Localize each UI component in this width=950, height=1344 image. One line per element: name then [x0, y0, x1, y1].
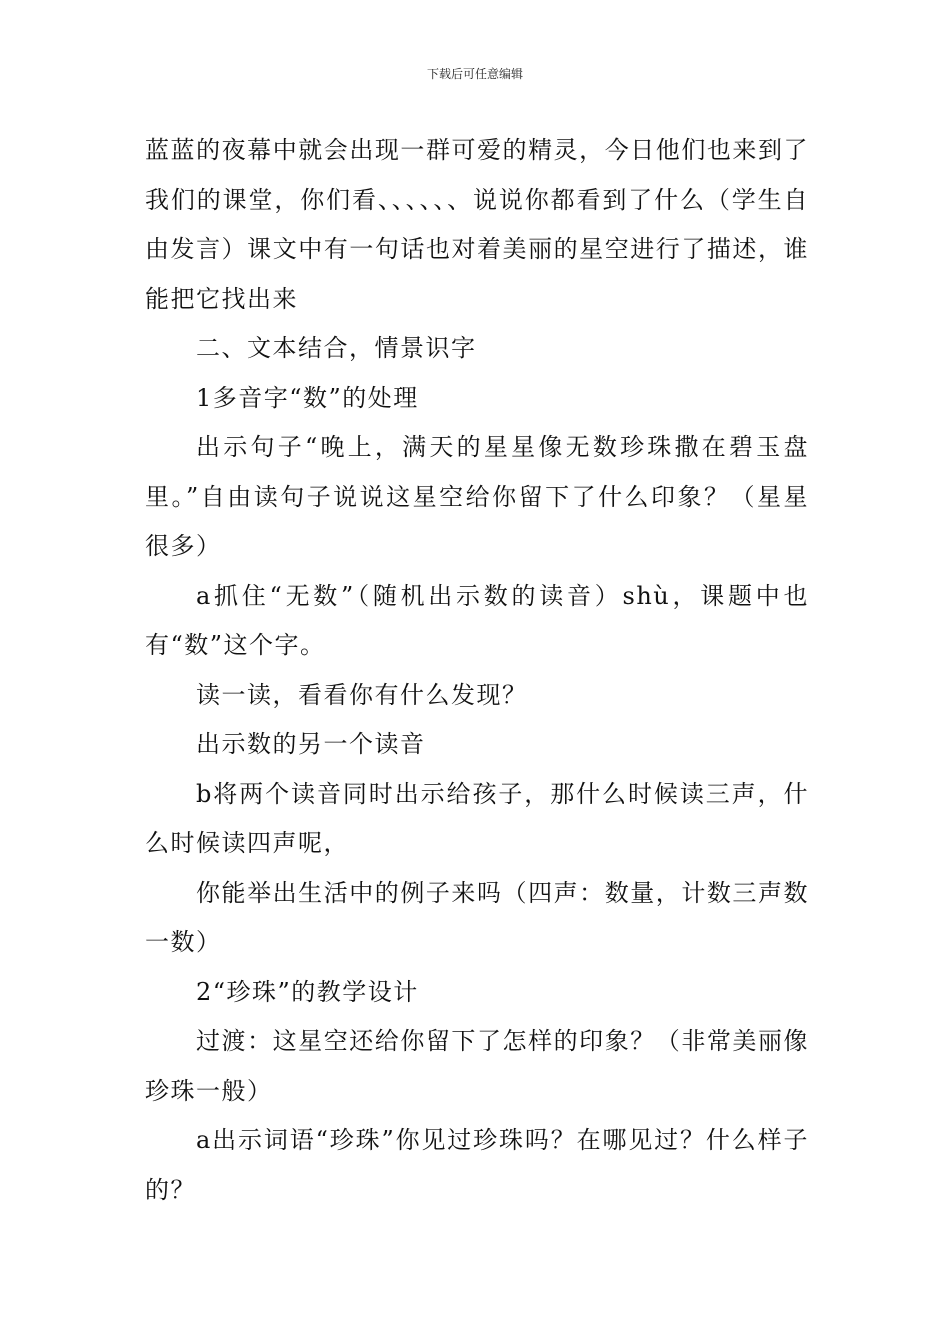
paragraph-7: 出示数的另一个读音	[196, 730, 426, 758]
paragraph-1: 蓝蓝的夜幕中就会出现一群可爱的精灵，今日他们也来到了我们的课堂，你们看、、、、、、说说你都看到了什么（学生自由发言）课文中有一句话也对着美丽的星空进行了描述，谁能把它找出来	[145, 136, 809, 313]
paragraph-6: 读一读，看看你有什么发现？	[196, 680, 528, 709]
paragraph-12: a出示词语“珍珠”你见过珍珠吗？在哪见过？什么样子的？	[145, 1126, 809, 1204]
paragraph-5: a抓住“无数”（随机出示数的读音）shù，课题中也有“数”这个字。	[145, 581, 809, 659]
paragraph-10: 2“珍珠”的教学设计	[196, 977, 419, 1006]
paragraph-4: 出示句子“晚上，满天的星星像无数珍珠撒在碧玉盘里。”自由读句子说说这星空给你留下了什么印象？（星星很多）	[145, 433, 809, 560]
paragraph-3: 1多音字“数”的处理	[196, 383, 419, 412]
page-header: 下载后可任意编辑	[426, 67, 523, 81]
document-body	[145, 126, 809, 1215]
paragraph-2: 二、文本结合，情景识字	[196, 334, 477, 362]
paragraph-11: 过渡：这星空还给你留下了怎样的印象？（非常美丽像珍珠一般）	[145, 1027, 809, 1105]
paragraph-8: b将两个读音同时出示给孩子，那什么时候读三声，什么时候读四声呢，	[145, 779, 809, 857]
paragraph-9: 你能举出生活中的例子来吗（四声：数量，计数三声数一数）	[145, 878, 809, 956]
